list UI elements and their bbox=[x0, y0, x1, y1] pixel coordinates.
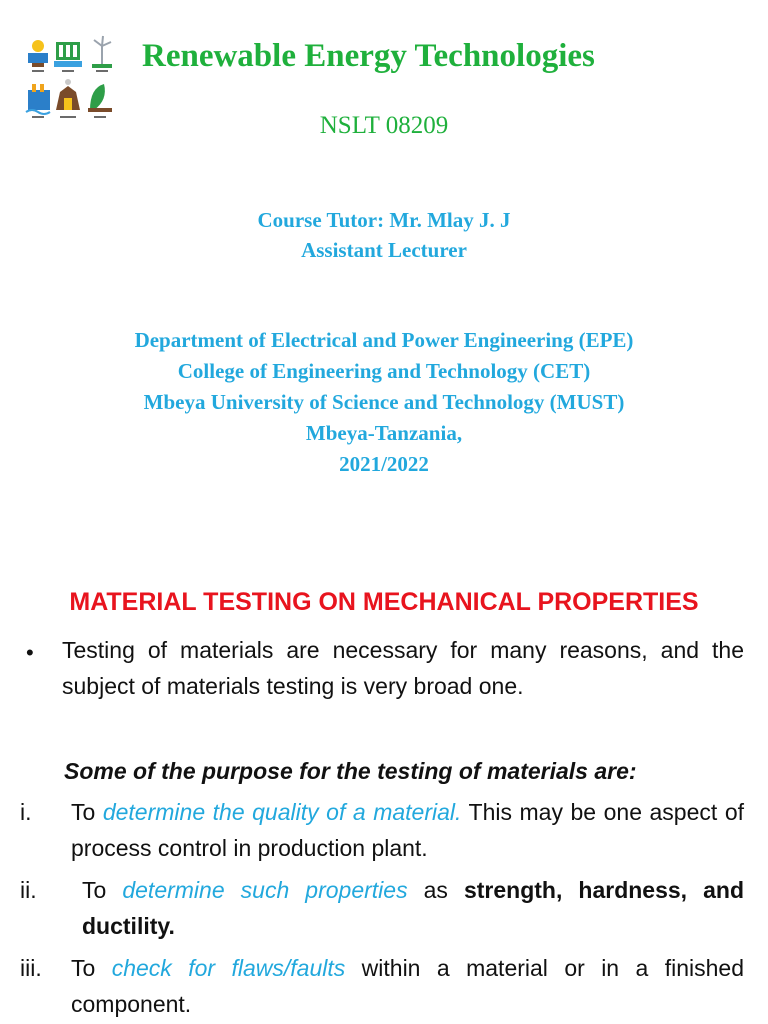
tutor-name: Course Tutor: Mr. Mlay J. J bbox=[257, 208, 511, 232]
bullet-paragraph: Testing of materials are necessary for many reasons, and the subject of materials testing is very broad one. bbox=[62, 637, 744, 699]
list-item-text: This may be one aspect of process control in production plant. bbox=[71, 799, 744, 861]
bullet-glyph: • bbox=[26, 640, 34, 665]
page-title: Renewable Energy Technologies bbox=[142, 38, 595, 74]
list-item-text: as bbox=[407, 877, 464, 903]
course-code: NSLT 08209 bbox=[319, 112, 449, 139]
list-item-text: within a material or in a finished component. bbox=[71, 955, 744, 1017]
tutor-block bbox=[0, 205, 768, 265]
list-item bbox=[82, 872, 744, 944]
list-item-highlight: determine the quality of a material. bbox=[102, 799, 462, 825]
institution-block bbox=[0, 325, 768, 480]
department-line: Department of Electrical and Power Engineering (EPE) bbox=[134, 328, 634, 352]
section-heading: MATERIAL TESTING ON MECHANICAL PROPERTIES bbox=[69, 588, 699, 616]
year-line: 2021/2022 bbox=[339, 452, 429, 476]
list-item-bold: strength, hardness, and ductility. bbox=[82, 877, 744, 939]
renewable-energy-logo-icon bbox=[24, 34, 116, 122]
list-item-number: i. bbox=[20, 799, 32, 825]
list-item-text: To bbox=[71, 955, 112, 981]
list-item bbox=[71, 794, 744, 866]
list-item-number: iii. bbox=[20, 955, 42, 981]
list-item bbox=[71, 950, 744, 1022]
location-line: Mbeya-Tanzania, bbox=[305, 421, 463, 445]
list-item-number: ii. bbox=[20, 877, 37, 903]
college-line: College of Engineering and Technology (CET) bbox=[177, 359, 591, 383]
list-item-highlight: check for flaws/faults bbox=[111, 955, 346, 981]
purpose-subheading: Some of the purpose for the testing of materials are: bbox=[64, 758, 637, 784]
university-line: Mbeya University of Science and Technology (MUST) bbox=[143, 390, 625, 414]
list-item-text: To bbox=[82, 877, 123, 903]
list-item-text: To bbox=[71, 799, 103, 825]
list-item-highlight: determine such properties bbox=[122, 877, 408, 903]
tutor-title: Assistant Lecturer bbox=[301, 238, 467, 262]
